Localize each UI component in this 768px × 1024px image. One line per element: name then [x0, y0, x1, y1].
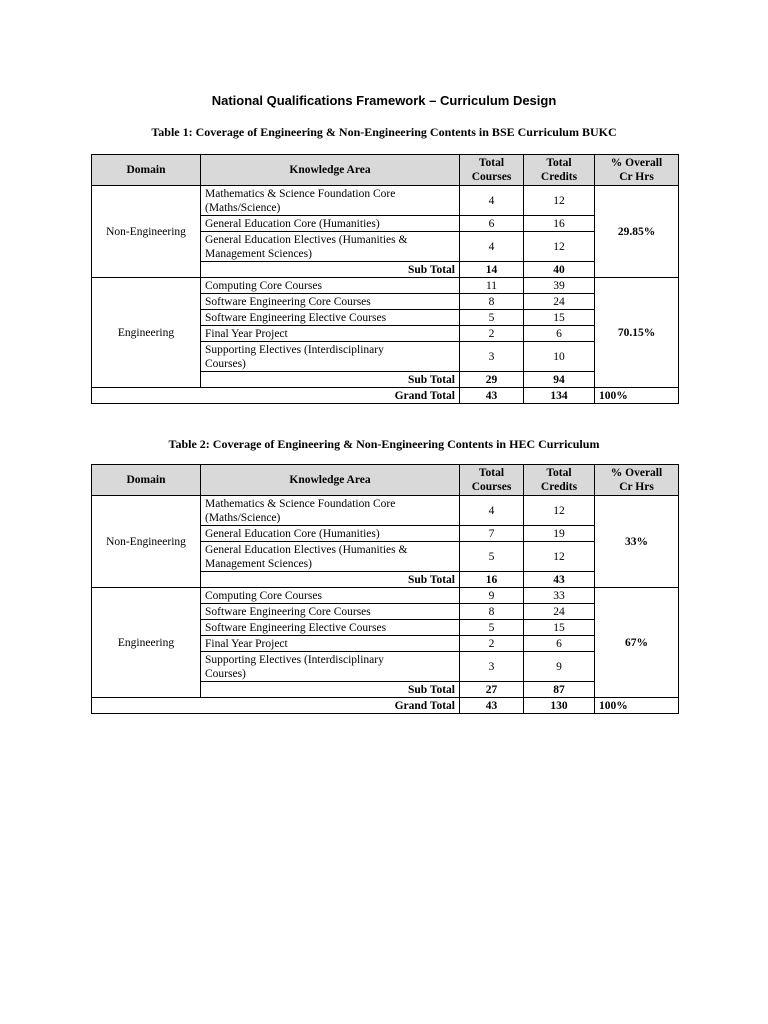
courses-cell: 11	[460, 278, 524, 294]
domain-cell: Engineering	[92, 588, 201, 698]
credits-cell: 19	[524, 526, 595, 542]
grand-total-label: Grand Total	[92, 388, 460, 404]
courses-cell: 5	[460, 542, 524, 572]
courses-cell: 5	[460, 620, 524, 636]
courses-cell: 8	[460, 604, 524, 620]
header-knowledge-area: Knowledge Area	[201, 465, 460, 496]
credits-cell: 12	[524, 232, 595, 262]
knowledge-area-cell: Mathematics & Science Foundation Core (Maths/Science)	[201, 186, 460, 216]
credits-cell: 12	[524, 542, 595, 572]
grand-total-pct: 100%	[595, 388, 679, 404]
domain-cell: Engineering	[92, 278, 201, 388]
subtotal-courses: 16	[460, 572, 524, 588]
subtotal-label: Sub Total	[201, 572, 460, 588]
knowledge-area-cell: Final Year Project	[201, 636, 460, 652]
courses-cell: 5	[460, 310, 524, 326]
subtotal-label: Sub Total	[201, 262, 460, 278]
credits-cell: 15	[524, 620, 595, 636]
knowledge-area-cell: Computing Core Courses	[201, 588, 460, 604]
header-total-courses: Total Courses	[460, 155, 524, 186]
credits-cell: 9	[524, 652, 595, 682]
grand-total-credits: 130	[524, 698, 595, 714]
table-row	[92, 496, 679, 526]
subtotal-label: Sub Total	[201, 682, 460, 698]
knowledge-area-cell: General Education Electives (Humanities & Management Sciences)	[201, 232, 460, 262]
header-knowledge-area: Knowledge Area	[201, 155, 460, 186]
knowledge-area-cell: Software Engineering Elective Courses	[201, 310, 460, 326]
subtotal-courses: 14	[460, 262, 524, 278]
courses-cell: 8	[460, 294, 524, 310]
courses-cell: 4	[460, 186, 524, 216]
table1-header-row	[92, 155, 679, 186]
knowledge-area-cell: Mathematics & Science Foundation Core (Maths/Science)	[201, 496, 460, 526]
subtotal-credits: 40	[524, 262, 595, 278]
table1-caption: Table 1: Coverage of Engineering & Non-Engineering Contents in BSE Curriculum BUKC	[151, 125, 617, 139]
courses-cell: 4	[460, 232, 524, 262]
courses-cell: 7	[460, 526, 524, 542]
header-total-credits: Total Credits	[524, 155, 595, 186]
grand-total-row	[92, 388, 679, 404]
knowledge-area-cell: Supporting Electives (Interdisciplinary Courses)	[201, 342, 460, 372]
header-total-courses: Total Courses	[460, 465, 524, 496]
courses-cell: 6	[460, 216, 524, 232]
domain-cell: Non-Engineering	[92, 496, 201, 588]
knowledge-area-cell: Computing Core Courses	[201, 278, 460, 294]
credits-cell: 16	[524, 216, 595, 232]
grand-total-label: Grand Total	[92, 698, 460, 714]
table-row	[92, 588, 679, 604]
domain-cell: Non-Engineering	[92, 186, 201, 278]
credits-cell: 39	[524, 278, 595, 294]
overall-pct-cell: 29.85%	[595, 186, 679, 278]
courses-cell: 3	[460, 652, 524, 682]
credits-cell: 6	[524, 326, 595, 342]
courses-cell: 4	[460, 496, 524, 526]
knowledge-area-cell: Software Engineering Elective Courses	[201, 620, 460, 636]
subtotal-credits: 43	[524, 572, 595, 588]
grand-total-pct: 100%	[595, 698, 679, 714]
courses-cell: 2	[460, 636, 524, 652]
courses-cell: 2	[460, 326, 524, 342]
credits-cell: 24	[524, 604, 595, 620]
credits-cell: 6	[524, 636, 595, 652]
header-total-credits: Total Credits	[524, 465, 595, 496]
overall-pct-cell: 70.15%	[595, 278, 679, 388]
grand-total-row	[92, 698, 679, 714]
knowledge-area-cell: Final Year Project	[201, 326, 460, 342]
subtotal-credits: 87	[524, 682, 595, 698]
grand-total-credits: 134	[524, 388, 595, 404]
overall-pct-cell: 67%	[595, 588, 679, 698]
page-title: National Qualifications Framework – Curriculum Design	[211, 93, 557, 108]
table2-header-row	[92, 465, 679, 496]
credits-cell: 24	[524, 294, 595, 310]
header-domain: Domain	[92, 465, 201, 496]
header-overall-cr-hrs: % Overall Cr Hrs	[595, 155, 679, 186]
knowledge-area-cell: Supporting Electives (Interdisciplinary Courses)	[201, 652, 460, 682]
knowledge-area-cell: Software Engineering Core Courses	[201, 604, 460, 620]
knowledge-area-cell: Software Engineering Core Courses	[201, 294, 460, 310]
credits-cell: 15	[524, 310, 595, 326]
subtotal-credits: 94	[524, 372, 595, 388]
table-row	[92, 186, 679, 216]
table2-caption: Table 2: Coverage of Engineering & Non-Engineering Contents in HEC Curriculum	[168, 437, 600, 451]
credits-cell: 12	[524, 186, 595, 216]
table2	[91, 464, 679, 714]
grand-total-courses: 43	[460, 698, 524, 714]
subtotal-courses: 29	[460, 372, 524, 388]
overall-pct-cell: 33%	[595, 496, 679, 588]
header-overall-cr-hrs: % Overall Cr Hrs	[595, 465, 679, 496]
table1	[91, 154, 679, 404]
credits-cell: 12	[524, 496, 595, 526]
table-row	[92, 278, 679, 294]
subtotal-label: Sub Total	[201, 372, 460, 388]
header-domain: Domain	[92, 155, 201, 186]
subtotal-courses: 27	[460, 682, 524, 698]
knowledge-area-cell: General Education Electives (Humanities & Management Sciences)	[201, 542, 460, 572]
credits-cell: 33	[524, 588, 595, 604]
knowledge-area-cell: General Education Core (Humanities)	[201, 526, 460, 542]
grand-total-courses: 43	[460, 388, 524, 404]
knowledge-area-cell: General Education Core (Humanities)	[201, 216, 460, 232]
credits-cell: 10	[524, 342, 595, 372]
courses-cell: 3	[460, 342, 524, 372]
courses-cell: 9	[460, 588, 524, 604]
